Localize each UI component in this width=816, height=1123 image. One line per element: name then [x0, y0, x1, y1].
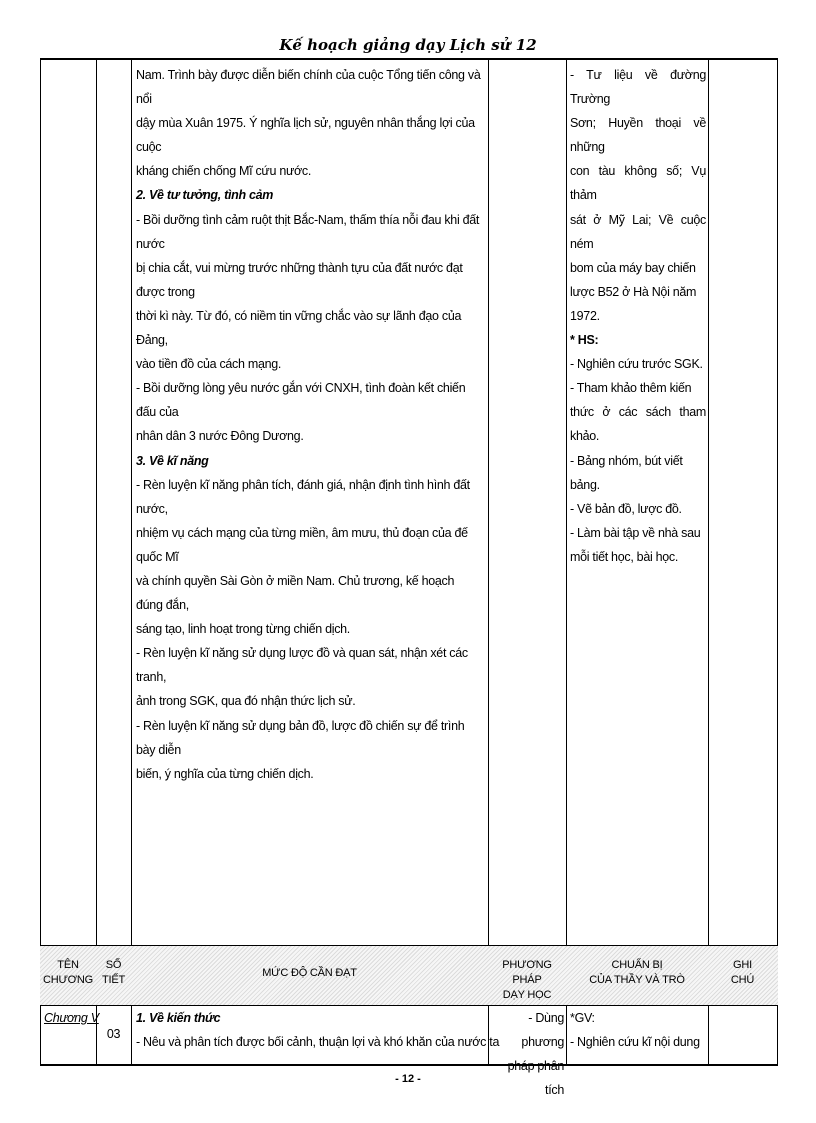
content-line: bị chia cắt, vui mừng trước những thành tựu của đất nước đạt được trong — [136, 260, 463, 299]
table-divider-2 — [131, 58, 132, 1065]
content-line: Nam. Trình bày được diễn biến chính của cuộc Tổng tiến công và nổi — [136, 68, 481, 107]
page-title: Kế hoạch giảng dạy Lịch sử 12 — [279, 36, 537, 54]
header-periods-line2: TIẾT — [101, 974, 126, 986]
section-heading: 1. Về kiến thức — [136, 1011, 221, 1025]
header-method-line1: PHƯƠNG PHÁP — [502, 959, 552, 986]
prep-line: bảng. — [570, 477, 600, 492]
content-line: - Rèn luyện kĩ năng phân tích, đánh giá, nhận định tình hình đất nước, — [136, 477, 470, 516]
header-content: MỨC ĐỘ CẦN ĐẠT — [262, 967, 357, 979]
prep-heading: * HS: — [570, 333, 599, 348]
table-border-left — [40, 58, 41, 1065]
header-notes-line2: CHÚ — [730, 974, 755, 986]
content-column — [136, 63, 482, 786]
prep-line: - Nghiên cứu kĩ nội dung — [570, 1035, 700, 1049]
content-cell — [136, 1006, 499, 1054]
table-divider-4 — [566, 58, 567, 1065]
page-number: - 12 - — [395, 1073, 421, 1085]
content-line: nhân dân 3 nước Đông Dương. — [136, 429, 304, 444]
method-cell — [492, 1006, 564, 1102]
content-line: - Bồi dưỡng lòng yêu nước gắn với CNXH, tình đoàn kết chiến đấu của — [136, 381, 466, 420]
content-line: và chính quyền Sài Gòn ở miền Nam. Chủ trương, kế hoạch đúng đắn, — [136, 573, 455, 613]
content-line: vào tiền đồ của cách mạng. — [136, 357, 282, 372]
prep-line: - Nghiên cứu trước SGK. — [570, 357, 703, 372]
method-line: pháp phân tích — [507, 1059, 564, 1097]
header-notes — [708, 958, 777, 988]
header-periods-line1: SỐ — [105, 959, 122, 971]
prep-line: 1972. — [570, 308, 600, 323]
table-border-right — [777, 58, 778, 1065]
prep-line: Sơn; Huyền thoại về những — [570, 116, 706, 155]
header-chapter — [40, 958, 96, 988]
content-line: - Rèn luyện kĩ năng sử dụng bản đồ, lược đồ chiến sự để trình bày diễn — [136, 718, 465, 757]
content-line: nhiệm vụ cách mạng của từng miền, âm mưu, thủ đoạn của đế quốc Mĩ — [136, 525, 468, 564]
header-periods — [96, 958, 131, 988]
table-divider-1 — [96, 58, 97, 1065]
table-divider-5 — [708, 58, 709, 1065]
top-rule — [40, 58, 778, 60]
prep-line: - Vẽ bản đồ, lược đồ. — [570, 501, 682, 516]
content-line: kháng chiến chống Mĩ cứu nước. — [136, 164, 312, 179]
prep-line: mỗi tiết học, bài học. — [570, 549, 679, 564]
header-chapter-line1: TÊN — [57, 959, 79, 971]
header-chapter-line2: CHƯƠNG — [42, 974, 93, 986]
prep-line: - Bảng nhóm, bút viết — [570, 453, 683, 468]
content-line: sáng tạo, linh hoạt trong từng chiến dịch. — [136, 622, 350, 637]
prep-line: - Tham khảo thêm kiến — [570, 381, 692, 396]
prep-line: con tàu không số; Vụ thảm — [570, 164, 706, 203]
content-line: biến, ý nghĩa của từng chiến dịch. — [136, 766, 314, 781]
content-line: - Rèn luyện kĩ năng sử dụng lược đồ và quan sát, nhận xét các tranh, — [136, 646, 468, 685]
content-line: - Nêu và phân tích được bối cảnh, thuận lợi và khó khăn của nước ta — [136, 1035, 500, 1049]
header-prep-line1: CHUẨN BỊ — [611, 959, 663, 971]
prep-line: lược B52 ở Hà Nội năm — [570, 284, 697, 299]
prep-line: - Làm bài tập về nhà sau — [570, 525, 701, 540]
prep-column — [570, 63, 706, 569]
section-heading: 3. Về kĩ năng — [136, 453, 209, 468]
prep-line: *GV: — [570, 1011, 595, 1025]
table-divider-3 — [488, 58, 489, 1065]
periods-cell: 03 — [106, 1027, 121, 1041]
prep-cell — [570, 1006, 706, 1054]
bottom-rule — [40, 1064, 778, 1066]
header-method — [488, 958, 566, 1003]
prep-line: thức ở các sách tham khảo. — [570, 405, 706, 444]
header-method-line2: DẠY HỌC — [502, 989, 552, 1001]
content-line: ảnh trong SGK, qua đó nhận thức lịch sử. — [136, 694, 356, 709]
content-line: - Bồi dưỡng tình cảm ruột thịt Bắc-Nam, thấm thía nỗi đau khi đất nước — [136, 212, 480, 251]
prep-line: sát ở Mỹ Lai; Về cuộc ném — [570, 212, 706, 251]
header-prep-line2: CỦA THẦY VÀ TRÒ — [589, 974, 685, 986]
section-heading: 2. Về tư tưởng, tình cảm — [136, 188, 274, 203]
prep-line: bom của máy bay chiến — [570, 260, 696, 275]
header-prep — [566, 958, 708, 988]
chapter-cell: Chương V — [44, 1011, 99, 1025]
header-notes-line1: GHI — [733, 959, 752, 971]
method-line: - Dùng phương — [521, 1011, 564, 1049]
prep-line: - Tư liệu về đường Trường — [570, 68, 706, 107]
content-line: thời kì này. Từ đó, có niềm tin vững chắc vào sự lãnh đạo của Đảng, — [136, 308, 462, 348]
content-line: dậy mùa Xuân 1975. Ý nghĩa lịch sử, nguyên nhân thắng lợi của cuộc — [136, 116, 475, 155]
